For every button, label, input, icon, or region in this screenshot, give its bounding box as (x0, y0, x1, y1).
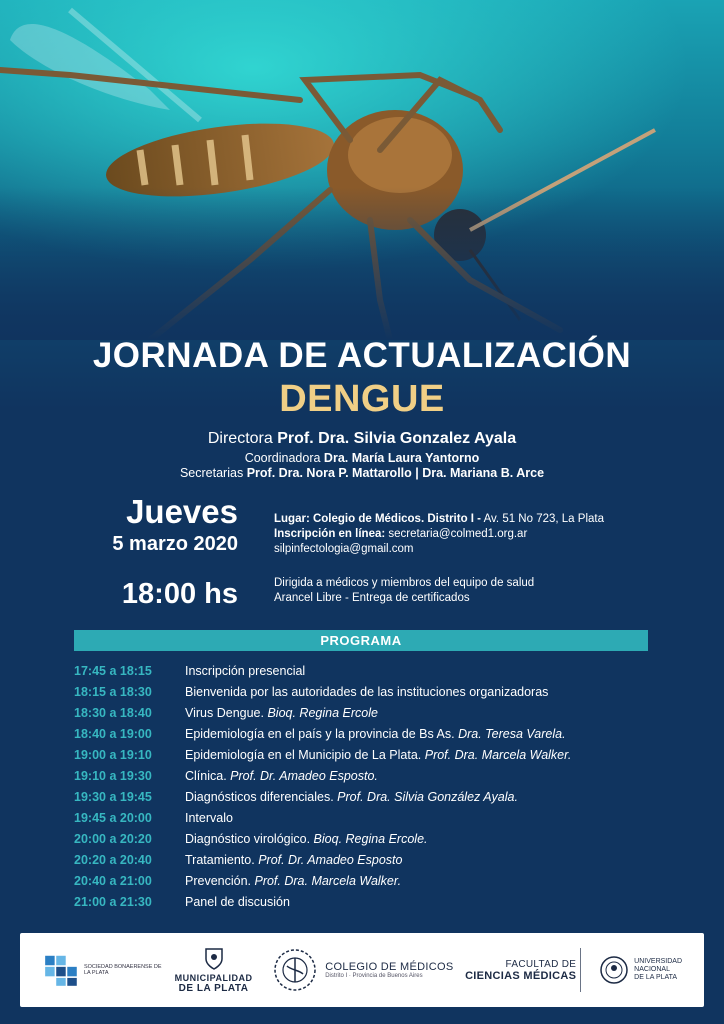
colegio-sub: Distrito I · Provincia de Buenos Aires (325, 973, 423, 979)
sociedad-logo-text: SOCIEDAD BONAERENSE DE LA PLATA (83, 964, 162, 976)
sociedad-logo-icon (42, 946, 80, 994)
dirigida-line: Dirigida a médicos y miembros del equipo de salud (274, 577, 535, 589)
schedule-row (74, 850, 674, 871)
schedule-row (74, 787, 674, 808)
facultad-logo (462, 933, 576, 1007)
inscripcion-email[interactable]: secretaria@colmed1.org.ar (385, 528, 528, 540)
schedule-row (74, 892, 674, 913)
schedule-time: 18:15 a 18:30 (74, 685, 152, 699)
schedule-event: Tratamiento. Prof. Dr. Amadeo Esposto (185, 853, 403, 867)
schedule-row (74, 703, 674, 724)
schedule-event: Panel de discusión (185, 895, 290, 909)
schedule-event: Diagnósticos diferenciales. Prof. Dra. Silvia González Ayala. (185, 790, 518, 804)
schedule-time: 18:30 a 18:40 (74, 706, 152, 720)
schedule-time: 19:10 a 19:30 (74, 769, 152, 783)
unlp-logo (585, 933, 704, 1007)
inscripcion-line (274, 527, 694, 542)
directora-role: Directora (207, 430, 273, 447)
lugar-line (274, 512, 694, 527)
sociedad-logo (20, 933, 166, 1007)
arancel-line: Arancel Libre - Entrega de certificados (274, 592, 470, 604)
schedule-time: 20:40 a 21:00 (74, 874, 152, 888)
event-date: 5 marzo 2020 (112, 533, 238, 555)
schedule-row (74, 682, 674, 703)
unlp-seal-icon (599, 955, 629, 985)
schedule-event: Clínica. Prof. Dr. Amadeo Esposto. (185, 769, 378, 783)
schedule-event: Prevención. Prof. Dra. Marcela Walker. (185, 874, 402, 888)
secretarias-names: Prof. Dra. Nora P. Mattarollo | Dra. Mariana B. Arce (246, 466, 545, 480)
directora-name: Prof. Dra. Silvia Gonzalez Ayala (277, 430, 517, 447)
coordinadora-role: Coordinadora (244, 451, 321, 465)
event-time: 18:00 hs (121, 578, 238, 610)
schedule-row (74, 829, 674, 850)
schedule-time: 17:45 a 18:15 (74, 664, 152, 678)
schedule-time: 19:45 a 20:00 (74, 811, 152, 825)
facultad-line1: FACULTAD DE (505, 958, 577, 970)
lugar-value: Av. 51 No 723, La Plata (481, 513, 604, 525)
schedule-time: 21:00 a 21:30 (74, 895, 152, 909)
mosquito-image (0, 0, 724, 340)
schedule-event: Diagnóstico virológico. Bioq. Regina Ercole. (185, 832, 428, 846)
colegio-medicos-logo (261, 933, 462, 1007)
schedule-event: Epidemiología en el Municipio de La Plata. Prof. Dra. Marcela Walker. (185, 748, 572, 762)
schedule-event: Intervalo (185, 811, 233, 825)
schedule-event: Virus Dengue. Bioq. Regina Ercole (185, 706, 378, 720)
directora-line (0, 430, 724, 448)
secretarias-line (0, 466, 724, 480)
schedule-row (74, 766, 674, 787)
schedule-event: Inscripción presencial (185, 664, 306, 678)
coordinadora-name: Dra. María Laura Yantorno (323, 451, 480, 465)
colegio-medicos-logo-icon (271, 946, 319, 994)
schedule-time: 20:00 a 20:20 (74, 832, 152, 846)
schedule-row (74, 661, 674, 682)
schedule-time: 20:20 a 20:40 (74, 853, 152, 867)
location-info (274, 512, 694, 557)
event-day: Jueves (126, 493, 238, 530)
schedule-row (74, 871, 674, 892)
programa-header: PROGRAMA (74, 630, 648, 651)
secretarias-role: Secretarias (179, 466, 244, 480)
municipalidad-line1: MUNICIPALIDAD (174, 972, 253, 983)
schedule-event: Bienvenida por las autoridades de las instituciones organizadoras (185, 685, 549, 699)
audience-info (274, 576, 694, 606)
contact-email[interactable]: silpinfectologia@gmail.com (274, 543, 414, 555)
sponsors-footer (20, 933, 704, 1007)
lugar-label: Lugar: Colegio de Médicos. Distrito I - (274, 513, 482, 525)
schedule-time: 19:30 a 19:45 (74, 790, 152, 804)
schedule-row (74, 745, 674, 766)
inscripcion-label: Inscripción en línea: (274, 528, 386, 540)
schedule-row (74, 808, 674, 829)
colegio-name: COLEGIO DE MÉDICOS (325, 961, 454, 973)
schedule-row (74, 724, 674, 745)
footer-divider (580, 948, 581, 992)
municipalidad-line2: DE LA PLATA (178, 982, 249, 994)
municipalidad-shield-icon (204, 947, 224, 971)
unlp-text: UNIVERSIDAD NACIONAL DE LA PLATA (634, 958, 683, 981)
coordinadora-line (0, 451, 724, 465)
schedule-time: 18:40 a 19:00 (74, 727, 152, 741)
title-line1: JORNADA DE ACTUALIZACIÓN (92, 336, 632, 375)
schedule-event: Epidemiología en el país y la provincia de Bs As. Dra. Teresa Varela. (185, 727, 566, 741)
title-line2: DENGUE (279, 378, 445, 420)
schedule-time: 19:00 a 19:10 (74, 748, 152, 762)
municipalidad-logo (166, 933, 261, 1007)
schedule-list (74, 661, 674, 913)
facultad-line2: CIENCIAS MÉDICAS (465, 969, 577, 982)
